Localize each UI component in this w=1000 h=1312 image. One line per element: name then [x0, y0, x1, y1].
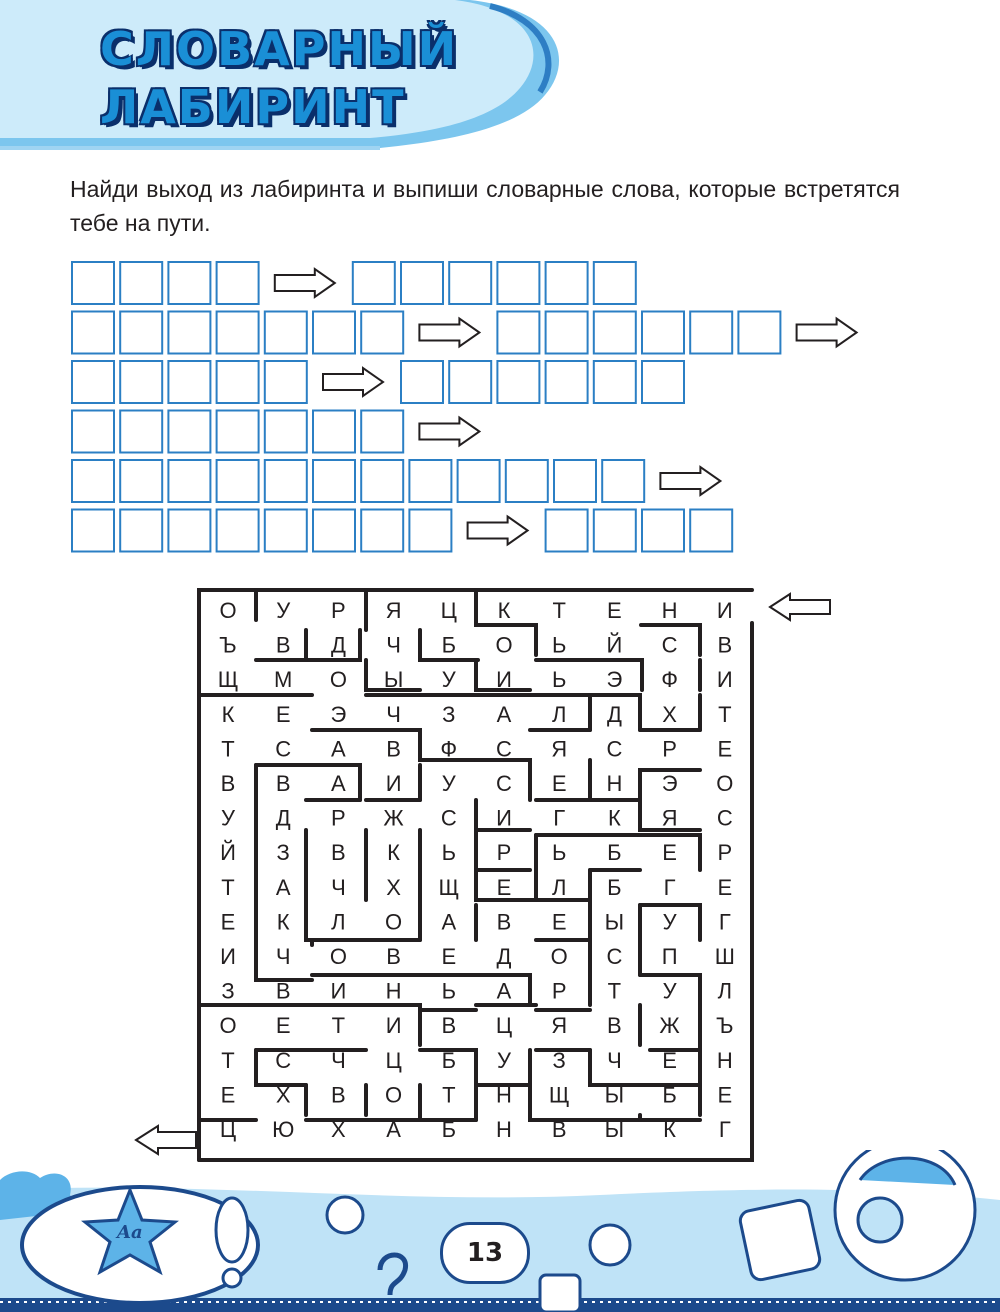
maze-letter: Е	[441, 944, 457, 969]
maze-letter: Н	[716, 1047, 733, 1073]
maze-letter: А	[496, 701, 512, 727]
maze-letter: О	[329, 944, 347, 969]
maze-letter: В	[275, 978, 291, 1004]
maze-letter: Е	[717, 1082, 733, 1108]
title-line-1: СЛОВАРНЫЙ	[100, 22, 459, 76]
maze-letter: И	[496, 805, 512, 831]
maze-letter: И	[385, 1013, 402, 1039]
maze-letter: В	[386, 944, 401, 969]
maze-letter: Е	[662, 840, 677, 866]
maze-letter: В	[220, 771, 236, 796]
maze-letter: О	[329, 667, 347, 693]
maze-letter: Т	[221, 1047, 235, 1073]
maze-letter: Ч	[275, 944, 291, 969]
maze-letter: А	[441, 909, 457, 935]
maze-letter: Д	[275, 805, 291, 831]
maze-letter: Ь	[441, 978, 457, 1004]
maze-letter: Г	[553, 805, 566, 831]
maze-letter: В	[275, 632, 291, 658]
maze-letter: Л	[331, 909, 346, 935]
maze-letter: Е	[717, 874, 733, 900]
maze-letter: К	[221, 701, 235, 727]
maze-letter: У	[662, 909, 677, 935]
maze-letter: С	[661, 632, 678, 658]
maze-letter: С	[606, 736, 623, 762]
maze-letter: З	[442, 701, 456, 727]
maze-letter: Й	[220, 840, 236, 866]
maze-letter: Ы	[383, 667, 404, 693]
maze-letter: Э	[330, 701, 347, 727]
maze-letter: И	[716, 598, 733, 623]
maze-letter: Г	[718, 909, 731, 935]
maze-letter: О	[219, 598, 237, 623]
maze-letter: К	[663, 1117, 677, 1142]
maze-letter: Г	[663, 874, 676, 900]
maze-letter: В	[331, 1082, 346, 1108]
maze-letter: Х	[662, 701, 677, 727]
maze-letter: Я	[385, 598, 402, 623]
maze-letter: А	[386, 1117, 401, 1142]
maze-letter: И	[220, 944, 236, 969]
maze-letter: В	[441, 1013, 457, 1039]
maze-letter: О	[385, 909, 403, 935]
maze-letter: Л	[551, 874, 567, 900]
maze-letter: Т	[607, 978, 622, 1004]
maze-letter: И	[496, 667, 512, 693]
maze-letter: Ф	[440, 736, 458, 762]
maze-letter: Б	[662, 1082, 677, 1108]
maze-letter: Т	[221, 736, 235, 762]
maze-letter: Ж	[383, 805, 404, 831]
maze-letter: О	[495, 632, 513, 658]
maze-letter: Л	[717, 978, 733, 1004]
maze-letter: С	[496, 736, 512, 762]
maze-letter: Р	[662, 736, 677, 762]
maze-letter: Е	[717, 736, 733, 762]
maze-letter: С	[496, 771, 512, 796]
maze-letter: Ч	[331, 1047, 346, 1073]
maze-letter: З	[221, 978, 235, 1004]
maze-letter: И	[716, 667, 733, 693]
maze-letter: А	[275, 874, 291, 900]
maze-letter: Е	[220, 909, 236, 935]
maze-letter: Г	[718, 1117, 731, 1142]
maze-letter: Д	[330, 632, 346, 658]
maze-letter: Х	[386, 874, 401, 900]
maze-letter: Щ	[548, 1082, 570, 1108]
maze-letter: С	[275, 736, 292, 762]
maze-letter: Ы	[604, 1082, 625, 1108]
maze-letter: Н	[661, 598, 678, 623]
maze-letter: Б	[441, 632, 457, 658]
maze-letter: В	[496, 909, 512, 935]
maze-letter: Р	[717, 840, 733, 866]
maze-letter: У	[221, 805, 235, 831]
maze-letter: Е	[275, 1013, 291, 1039]
maze-letter: П	[661, 944, 678, 969]
maze-letter: С	[440, 805, 457, 831]
maze-letter: Ы	[604, 1117, 625, 1142]
maze-letter: Е	[551, 771, 567, 796]
maze-letter: У	[441, 771, 456, 796]
maze-letter: Н	[385, 978, 402, 1004]
exclamation-icon	[216, 1198, 248, 1262]
maze-letter: Б	[441, 1117, 457, 1142]
maze-letter: Б	[607, 874, 622, 900]
maze-letter: Т	[331, 1013, 346, 1039]
maze-letter: Й	[606, 632, 623, 658]
maze-letter: Л	[551, 701, 567, 727]
maze-letter: Р	[331, 805, 346, 831]
maze-letter: У	[276, 598, 291, 623]
maze-letter: В	[386, 736, 401, 762]
maze-letter: Щ	[217, 667, 239, 693]
maze-letter: К	[607, 805, 621, 831]
maze-letter: Э	[661, 771, 678, 796]
maze-letter: И	[385, 771, 402, 796]
maze-letter: Ь	[551, 667, 567, 693]
maze-letter: Б	[607, 840, 622, 866]
maze-letter: А	[496, 978, 512, 1004]
maze-letter: Р	[496, 840, 512, 866]
maze-letter: А	[331, 771, 346, 796]
maze-letter: Ф	[661, 667, 678, 693]
maze-letter: К	[276, 909, 290, 935]
maze-letter: Ж	[659, 1013, 680, 1039]
maze-letter: В	[717, 632, 733, 658]
maze-letter: Я	[661, 805, 678, 831]
maze-letter: О	[385, 1082, 403, 1108]
maze-letter: Е	[275, 701, 291, 727]
maze-letter: С	[275, 1047, 292, 1073]
maze-letter: У	[441, 667, 456, 693]
maze-letter: В	[551, 1117, 567, 1142]
maze-letter: Т	[442, 1082, 456, 1108]
maze-letter: М	[274, 667, 293, 693]
maze-letter: Щ	[438, 874, 460, 900]
maze-letter: Ю	[272, 1117, 295, 1142]
letter-block-icon	[540, 1275, 580, 1312]
maze-letter: Н	[606, 771, 623, 796]
title-line-2: ЛАБИРИНТ	[100, 80, 406, 134]
maze-letter: Е	[496, 874, 512, 900]
maze-letter: В	[331, 840, 346, 866]
maze-letter: А	[331, 736, 346, 762]
maze-letter: Х	[275, 1082, 291, 1108]
entrance-arrow-icon	[770, 594, 830, 620]
maze-letter: В	[607, 1013, 622, 1039]
maze-letter: Т	[221, 874, 235, 900]
maze-letter: Н	[496, 1117, 512, 1142]
maze-letter: Ч	[386, 632, 401, 658]
maze-letter: Х	[331, 1117, 346, 1142]
maze-letter: С	[716, 805, 733, 831]
maze-letter: З	[552, 1047, 566, 1073]
maze-letter: Ъ	[716, 1013, 734, 1039]
maze-letter: Ц	[385, 1047, 402, 1073]
maze-letter: Ч	[331, 874, 346, 900]
maze-letter: О	[550, 944, 568, 969]
aa-badge-label: Aa	[117, 1222, 143, 1243]
maze-letter: Ц	[219, 1117, 237, 1142]
maze-letter: Ь	[551, 632, 567, 658]
maze-letter: Ъ	[219, 632, 237, 658]
maze-letter: Ц	[440, 598, 457, 623]
maze-block-icon	[738, 1198, 821, 1281]
maze-letter: Е	[607, 598, 622, 623]
maze-letter: Ч	[607, 1047, 622, 1073]
maze-letter: С	[606, 944, 623, 969]
maze-letter: У	[497, 1047, 511, 1073]
maze-letter: Р	[551, 978, 567, 1004]
maze-letter: Ы	[604, 909, 625, 935]
comma-icon	[327, 1197, 363, 1233]
maze-letter: Н	[496, 1082, 512, 1108]
page-number: 13	[440, 1222, 530, 1284]
maze-letter: Ь	[551, 840, 567, 866]
maze-letter: Ч	[386, 701, 401, 727]
maze-letter: Е	[551, 909, 567, 935]
maze-letter: К	[497, 598, 511, 623]
maze-letter: Я	[551, 1013, 568, 1039]
maze-letter: Е	[220, 1082, 236, 1108]
maze-letter: К	[387, 840, 401, 866]
maze-letter: Т	[718, 701, 732, 727]
maze-letter: Ь	[441, 840, 457, 866]
maze-letter: Д	[606, 701, 622, 727]
maze-letter: Я	[551, 736, 568, 762]
maze-letter: Р	[331, 598, 346, 623]
maze-letter: Е	[662, 1047, 677, 1073]
maze-letter: Ш	[714, 944, 735, 969]
maze-letter: Т	[552, 598, 566, 623]
maze-letter: И	[330, 978, 347, 1004]
maze-letter: Б	[441, 1047, 457, 1073]
maze-letter: У	[662, 978, 677, 1004]
semicolon-icon	[590, 1225, 630, 1265]
maze-letter: О	[716, 771, 734, 796]
instruction-text: Найди выход из лабиринта и выпиши словарные слова, которые встретятся тебе на пути.	[70, 176, 900, 236]
maze-letter: Э	[606, 667, 623, 693]
maze-letter: О	[219, 1013, 237, 1039]
maze-letter: Д	[496, 944, 512, 969]
maze-letter: В	[275, 771, 291, 796]
maze-letter: З	[276, 840, 290, 866]
maze-letter: Ц	[495, 1013, 513, 1039]
